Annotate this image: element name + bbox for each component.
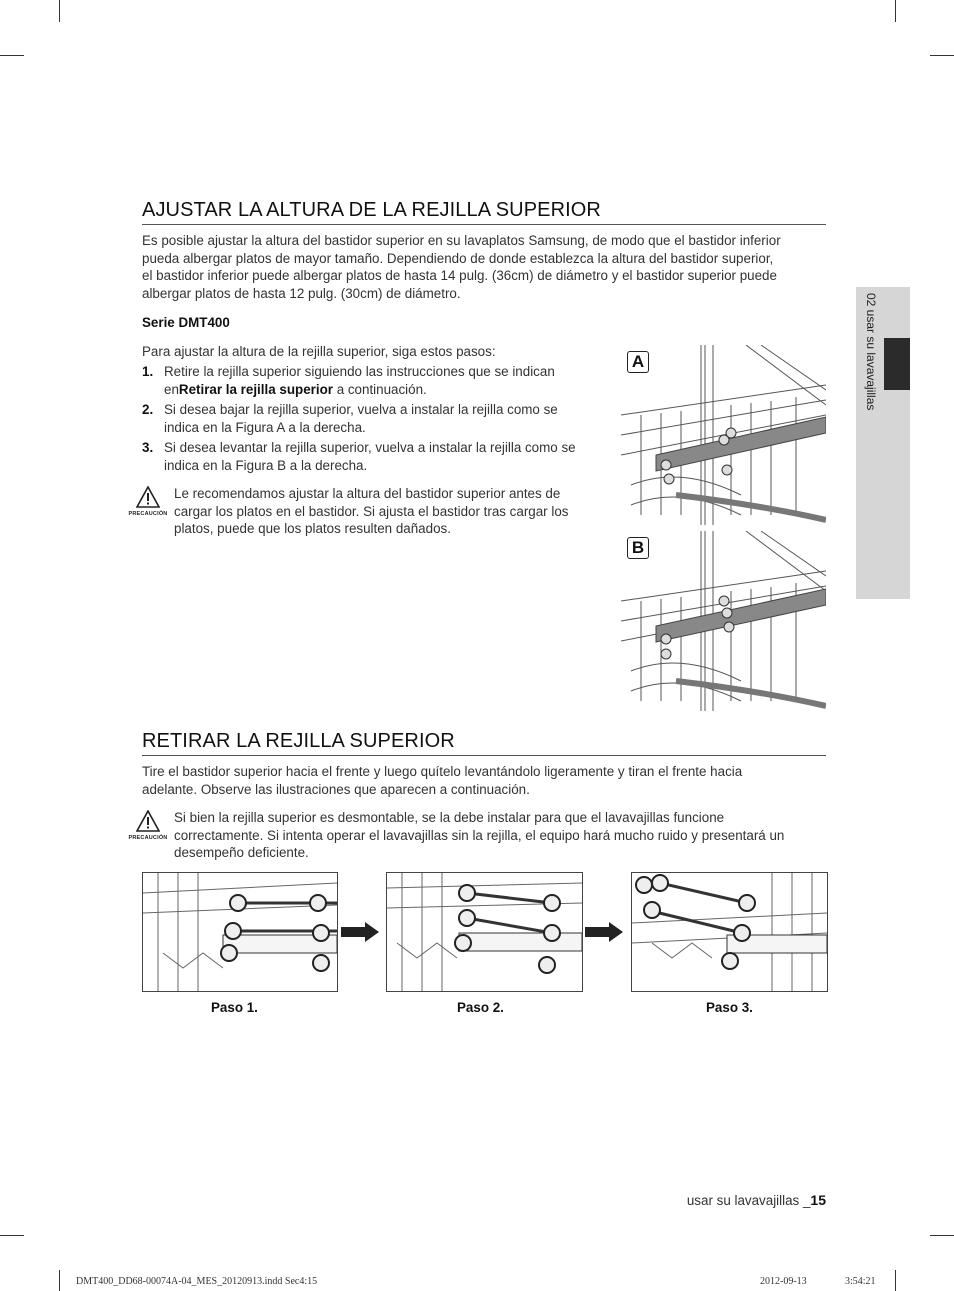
step-text	[164, 401, 602, 436]
series-label: Serie DMT400	[142, 315, 230, 330]
crop-mark	[0, 55, 24, 56]
step-line: Retire la rejilla superior siguiendo las instrucciones que se indican	[164, 364, 555, 379]
caution-line: desempeño deficiente.	[174, 845, 309, 861]
step-text	[164, 439, 602, 474]
caution-label: PRECAUCIÓN	[128, 511, 168, 517]
crop-mark	[930, 55, 954, 56]
caution-badge	[127, 810, 169, 841]
step-number: 3.	[142, 440, 154, 455]
step-2-figure	[386, 872, 583, 992]
section-title-adjust-rack: AJUSTAR LA ALTURA DE LA REJILLA SUPERIOR	[142, 199, 826, 225]
step-3-figure	[631, 872, 828, 992]
crop-mark	[0, 1235, 24, 1236]
figure-a	[621, 345, 826, 525]
crop-mark	[59, 1270, 60, 1291]
caution-line: Si bien la rejilla superior es desmontable, se la debe instalar para que el lavavajillas funcione	[174, 810, 725, 825]
slug-file: DMT400_DD68-00074A-04_MES_20120913.indd Sec4:15	[76, 1276, 318, 1287]
caution-line: correctamente. Si intenta operar el lavavajillas sin la rejilla, el equipo hará mucho ruido y presentará un	[174, 827, 785, 843]
arrow-right-icon	[341, 922, 379, 942]
page-number: 15	[810, 1192, 826, 1208]
step-1-illustration	[143, 873, 337, 991]
caution-line: cargar los platos en el bastidor. Si ajusta el bastidor tras cargar los	[174, 503, 569, 519]
warning-icon	[136, 486, 160, 508]
caution-badge	[127, 486, 169, 517]
remove-intro	[142, 763, 832, 798]
intro-line: Es posible ajustar la altura del bastidor superior en su lavaplatos Samsung, de modo que el bastidor inferior	[142, 233, 781, 248]
step-line: indica en la Figura B a la derecha.	[164, 457, 368, 473]
figure-b-badge: B	[627, 537, 649, 559]
steps-intro: Para ajustar la altura de la rejilla superior, siga estos pasos:	[142, 344, 496, 359]
step-line: indica en la Figura A a la derecha.	[164, 419, 366, 435]
step-number: 2.	[142, 402, 154, 417]
caution-line: platos, puede que los platos resulten dañados.	[174, 521, 451, 537]
adjust-intro	[142, 232, 832, 302]
step-3-caption: Paso 3.	[706, 1000, 753, 1015]
rack-illustration-b	[621, 531, 826, 711]
intro-line: el bastidor inferior puede albergar platos de hasta 14 pulg. (36cm) de diámetro y el bastidor superior puede	[142, 268, 777, 284]
step-1-caption: Paso 1.	[211, 1000, 258, 1015]
footer-text: usar su lavavajillas _	[686, 1193, 811, 1208]
page-footer	[687, 1192, 826, 1208]
slug-time: 3:54:21	[845, 1276, 876, 1287]
crop-mark	[895, 1270, 896, 1291]
step-line: a continuación.	[332, 381, 427, 397]
caution-line: Le recomendamos ajustar la altura del bastidor superior antes de	[174, 486, 561, 501]
step-text	[164, 363, 602, 398]
step-item	[142, 363, 602, 398]
crop-mark	[895, 0, 896, 22]
arrow-right-icon	[585, 922, 623, 942]
section-tab-label: 02 usar su lavavajillas	[864, 293, 878, 411]
caution-label: PRECAUCIÓN	[128, 835, 168, 841]
slug-date: 2012-09-13	[760, 1276, 807, 1287]
section-side-tab	[856, 287, 910, 599]
rack-illustration-a	[621, 345, 826, 525]
step-2-caption: Paso 2.	[457, 1000, 504, 1015]
caution-text	[174, 809, 834, 862]
step-3-illustration	[632, 873, 827, 991]
caution-text	[174, 485, 604, 538]
warning-icon	[136, 810, 160, 832]
step-item	[142, 439, 602, 474]
crop-mark	[930, 1235, 954, 1236]
step-1-figure	[142, 872, 338, 992]
step-line: Si desea bajar la rejilla superior, vuelva a instalar la rejilla como se	[164, 402, 558, 417]
intro-line: pueda albergar platos de mayor tamaño. Dependiendo de donde establezca la altura del bastidor superior,	[142, 250, 774, 266]
crop-mark	[59, 0, 60, 22]
step-link-text: Retirar la rejilla superior	[178, 381, 333, 397]
intro-line: albergar platos de hasta 12 pulg. (30cm) de diámetro.	[142, 285, 461, 301]
step-line: Si desea levantar la rejilla superior, vuelva a instalar la rejilla como se	[164, 440, 576, 455]
step-line: en	[164, 381, 179, 397]
intro-line: Tire el bastidor superior hacia el frente y luego quítelo levantándolo ligeramente y tiran el frente hacia	[142, 764, 743, 779]
figure-b	[621, 531, 826, 711]
section-title-remove-rack: RETIRAR LA REJILLA SUPERIOR	[142, 730, 826, 756]
intro-line: adelante. Observe las ilustraciones que aparecen a continuación.	[142, 781, 530, 797]
step-number: 1.	[142, 364, 154, 379]
step-2-illustration	[387, 873, 582, 991]
figure-a-badge: A	[627, 351, 649, 373]
section-indicator	[884, 338, 910, 390]
step-item	[142, 401, 602, 436]
